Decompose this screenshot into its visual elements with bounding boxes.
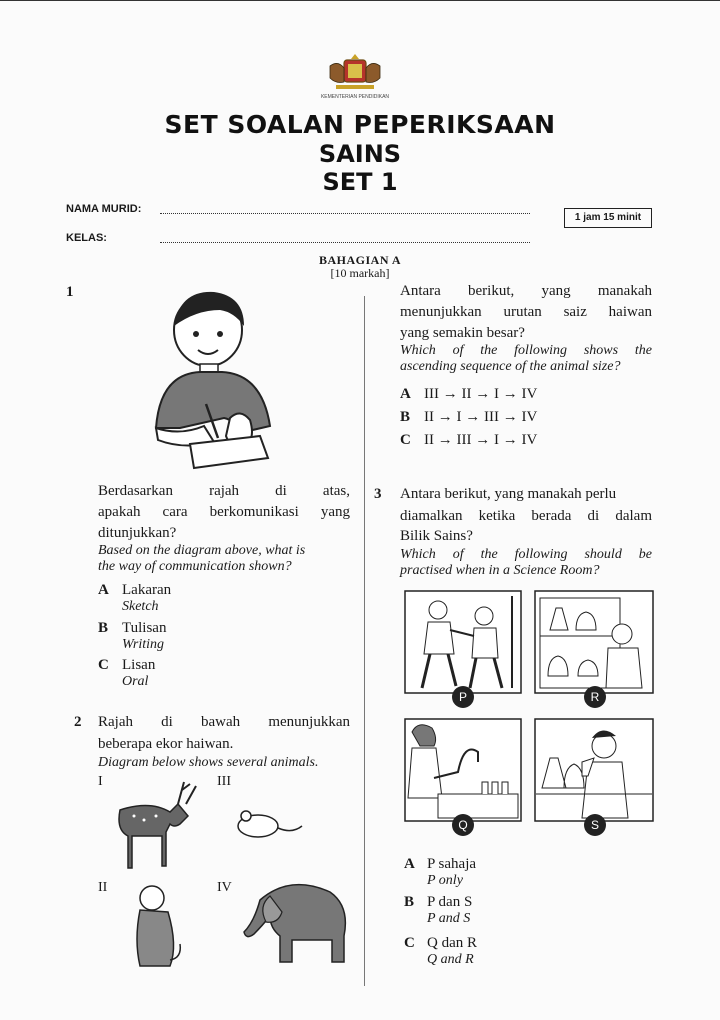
picture-r-cabinet (534, 590, 654, 694)
q3-option-b-english: P and S (427, 911, 471, 926)
q3-option-a-english: P only (427, 873, 463, 888)
animal-label-i: I (98, 774, 103, 789)
picture-label-s: S (584, 814, 606, 836)
picture-label-p: P (452, 686, 474, 708)
class-label: KELAS: (66, 232, 107, 244)
picture-s-smelling-chemicals (534, 718, 654, 822)
set-title: SET 1 (322, 168, 398, 196)
column-divider (364, 296, 365, 986)
q2-number: 2 (74, 714, 82, 730)
mouse-illustration (232, 804, 304, 844)
q2-option-b-letter[interactable]: B (400, 409, 411, 425)
q2-english: Diagram below shows several animals. (98, 755, 319, 770)
picture-label-r: R (584, 686, 606, 708)
q2-option-a-letter[interactable]: A (400, 386, 411, 402)
q1-option-a-letter[interactable]: A (98, 582, 109, 598)
crest-logo (320, 52, 390, 92)
animal-label-ii: II (98, 880, 108, 895)
subject-title: SAINS (318, 140, 402, 168)
q1-english-line1: Based on the diagram above, what is (98, 543, 306, 558)
q3-option-a-letter[interactable]: A (404, 856, 415, 872)
top-border (0, 0, 720, 1)
q1-text-line3: ditunjukkan? (98, 525, 177, 541)
exam-title: SET SOALAN PEPERIKSAAN (164, 110, 556, 139)
q1-option-b-letter[interactable]: B (98, 620, 109, 636)
q1-text-line2: apakah cara berkomunikasi yang (98, 504, 350, 520)
ministry-name: KEMENTERIAN PENDIDIKAN (320, 94, 390, 100)
q2-continued-english2: ascending sequence of the animal size? (400, 359, 621, 374)
q1-option-b-text[interactable]: Tulisan (122, 620, 167, 636)
animal-label-iii: III (217, 774, 231, 789)
duration-box: 1 jam 15 minit (564, 208, 652, 228)
section-title: BAHAGIAN A (318, 253, 401, 267)
q3-english-line1: Which of the following should be (400, 547, 652, 562)
q2-continued-english1: Which of the following shows the (400, 343, 652, 358)
q2-text-line2: beberapa ekor haiwan. (98, 736, 234, 752)
name-field[interactable] (160, 213, 530, 214)
q2-option-a-text[interactable]: III → II → I → IV (424, 386, 538, 402)
deer-illustration (112, 780, 198, 870)
q3-option-a-text[interactable]: P sahaja (427, 856, 477, 872)
q3-option-c-english: Q and R (427, 952, 474, 967)
q2-option-c-text[interactable]: II → III → I → IV (424, 432, 538, 448)
q3-option-b-letter[interactable]: B (404, 894, 415, 910)
q1-number: 1 (66, 284, 74, 300)
elephant-illustration (230, 870, 354, 966)
q1-text-line1: Berdasarkan rajah di atas, (98, 483, 350, 499)
q1-option-c-english: Oral (122, 674, 149, 689)
q1-option-a-text[interactable]: Lakaran (122, 582, 172, 598)
name-label: NAMA MURID: (66, 203, 142, 215)
boy-writing-illustration (150, 288, 280, 478)
q1-english-line2: the way of communication shown? (98, 559, 292, 574)
cat-illustration (128, 884, 184, 970)
picture-p-students-playing (404, 590, 522, 694)
q2-text-line1: Rajah di bawah menunjukkan (98, 714, 350, 730)
q3-option-c-text[interactable]: Q dan R (427, 935, 477, 951)
q1-option-c-text[interactable]: Lisan (122, 657, 156, 673)
q3-english-line2: practised when in a Science Room? (400, 563, 600, 578)
picture-label-q: Q (452, 814, 474, 836)
picture-q-washing-hands (404, 718, 522, 822)
animal-label-iv: IV (217, 880, 232, 895)
q1-option-a-english: Sketch (122, 599, 159, 614)
q2-continued-line2: menunjukkan urutan saiz haiwan (400, 304, 652, 320)
q2-continued-line3: yang semakin besar? (400, 325, 525, 341)
q1-option-b-english: Writing (122, 637, 165, 652)
q3-text-line3: Bilik Sains? (400, 528, 473, 544)
q3-text-line1: Antara berikut, yang manakah perlu (400, 486, 617, 502)
class-field[interactable] (160, 242, 530, 243)
q2-continued-line1: Antara berikut, yang manakah (400, 283, 652, 299)
q2-option-b-text[interactable]: II → I → III → IV (424, 409, 538, 425)
q3-number: 3 (374, 486, 382, 502)
q1-option-c-letter[interactable]: C (98, 657, 109, 673)
section-marks: [10 markah] (330, 266, 390, 280)
q3-option-c-letter[interactable]: C (404, 935, 415, 951)
q2-option-c-letter[interactable]: C (400, 432, 411, 448)
q3-text-line2: diamalkan ketika berada di dalam (400, 508, 652, 524)
q3-option-b-text[interactable]: P dan S (427, 894, 473, 910)
